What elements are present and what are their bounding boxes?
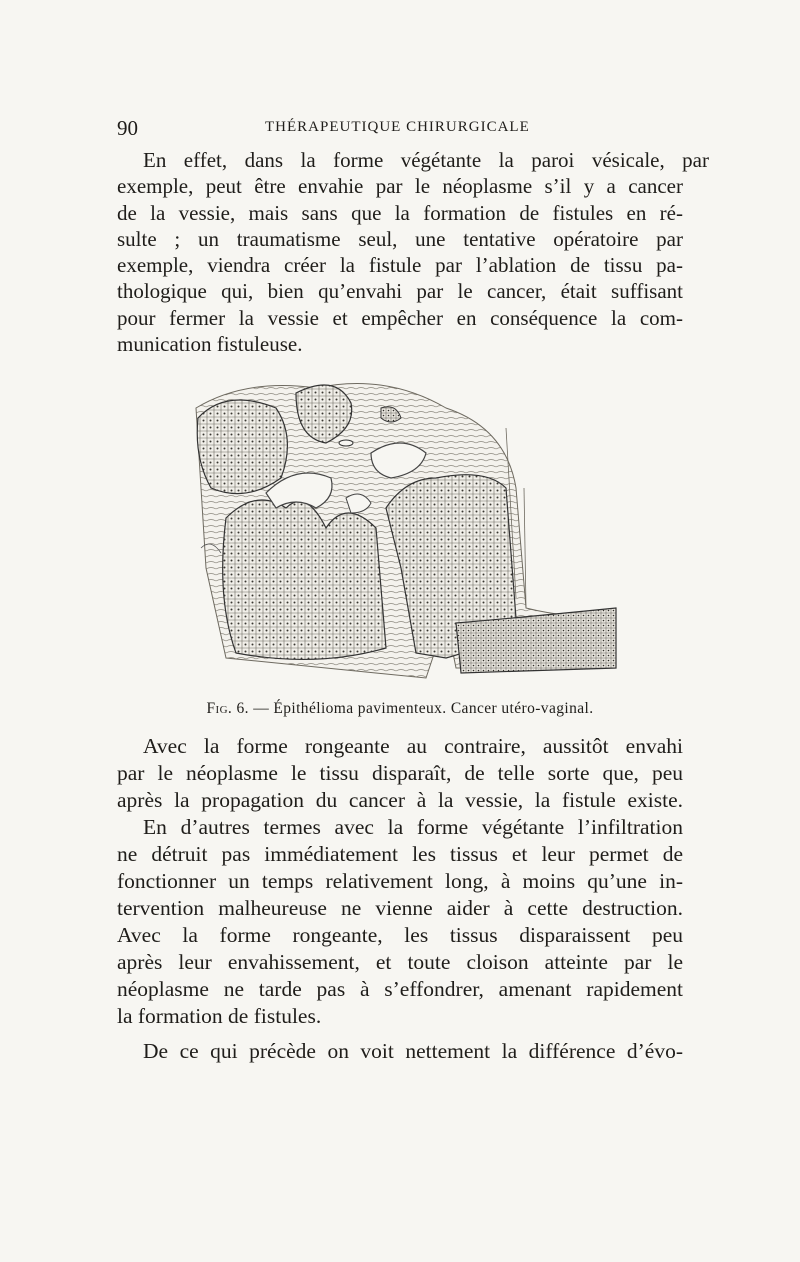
page-number: 90 (117, 116, 138, 140)
text-line: pour fermer la vessie et empêcher en conséquence la com- (117, 305, 683, 330)
text-line: exemple, peut être envahie par le néoplasme s’il y a cancer (117, 174, 683, 199)
paragraph-4 (117, 1038, 683, 1065)
text-line: après la propagation du cancer à la vessie, la fistule existe. (117, 788, 683, 812)
text-line: après leur envahissement, et toute cloison atteinte par le (117, 950, 683, 974)
page-header (117, 116, 683, 140)
paragraph-1-body (117, 173, 683, 357)
text-line: tervention malheureuse ne vienne aider à cette destruction. (117, 896, 683, 920)
text-line: ne détruit pas immédiatement les tissus et leur permet de (117, 842, 683, 866)
paragraph-1 (117, 147, 709, 173)
text-line: néoplasme ne tarde pas à s’effondrer, amenant rapidement (117, 977, 683, 1001)
text-line: la formation de fistules. (117, 1004, 322, 1028)
figure-label: Fig. 6. (206, 700, 249, 717)
paragraph-2 (117, 733, 683, 814)
text-line: exemple, viendra créer la fistule par l’ablation de tissu pa- (117, 253, 683, 278)
text-line: munication fistuleuse. (117, 332, 303, 357)
text-line: En d’autres termes avec la forme végétante l’infiltration (143, 815, 683, 839)
text-line: sulte ; un traumatisme seul, une tentative opératoire par (117, 226, 683, 251)
histology-engraving (186, 368, 634, 690)
text-line: De ce qui précède on voit nettement la différence d’évo- (143, 1039, 683, 1063)
caption-text: Épithélioma pavimenteux. Cancer utéro-vaginal. (273, 700, 594, 717)
figure-caption (150, 700, 650, 718)
text-line: Avec la forme rongeante au contraire, aussitôt envahi (143, 734, 683, 758)
paragraph-3 (117, 814, 683, 1030)
caption-separator: — (253, 700, 270, 717)
text-line: fonctionner un temps relativement long, à moins qu’une in- (117, 869, 683, 893)
text-line: Avec la forme rongeante, les tissus disparaissent peu (117, 923, 683, 947)
text-line: par le néoplasme le tissu disparaît, de telle sorte que, peu (117, 761, 683, 785)
text-line: En effet, dans la forme végétante la paroi vésicale, par (143, 148, 709, 172)
text-line: thologique qui, bien qu’envahi par le cancer, était suffisant (117, 279, 683, 304)
figure-illustration (186, 368, 634, 690)
text-line: de la vessie, mais sans que la formation de fistules en ré- (117, 200, 683, 225)
running-title: THÉRAPEUTIQUE CHIRURGICALE (265, 119, 530, 135)
